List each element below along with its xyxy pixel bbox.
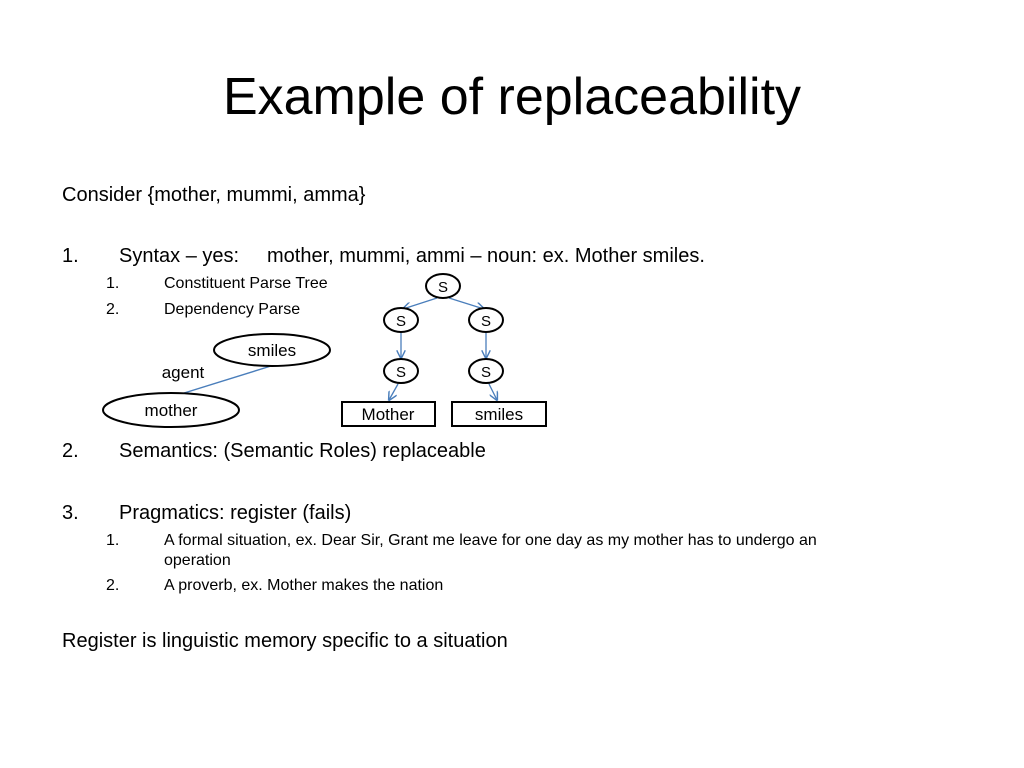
sub-number: 1. — [106, 532, 120, 549]
list-label: Pragmatics: register (fails) — [119, 502, 352, 524]
sub-text: Dependency Parse — [164, 301, 301, 318]
sub-text: A formal situation, ex. Dear Sir, Grant me leave for one day as my mother has to undergo an — [164, 532, 817, 549]
tree-node-label: S — [480, 313, 492, 330]
tree-leaf-label: Mother — [361, 405, 415, 424]
slide-title: Example of replaceability — [222, 68, 802, 126]
sub-number: 1. — [106, 275, 120, 292]
sub-text: A proverb, ex. Mother makes the nation — [164, 577, 444, 594]
tree-node-label: S — [395, 364, 407, 381]
conclusion-text: Register is linguistic memory specific to a situation — [62, 630, 508, 652]
dependency-head-label: smiles — [247, 341, 297, 360]
constituent-tree — [342, 274, 546, 426]
dependency-dependent-label: mother — [144, 401, 198, 420]
tree-node-label: S — [395, 313, 407, 330]
list-number: 3. — [62, 502, 79, 524]
list-number: 1. — [62, 245, 79, 267]
sub-number: 2. — [106, 301, 120, 318]
list-detail: mother, mummi, ammi – noun: ex. Mother smiles. — [267, 245, 705, 267]
list-label: Semantics: (Semantic Roles) replaceable — [119, 440, 486, 462]
tree-edge — [389, 384, 398, 400]
sub-text-continued: operation — [164, 552, 231, 569]
dependency-parse — [103, 334, 330, 427]
dependency-relation-label: agent — [161, 363, 205, 382]
sub-number: 2. — [106, 577, 120, 594]
tree-node-label: S — [480, 364, 492, 381]
tree-edge — [403, 298, 437, 309]
intro-text: Consider {mother, mummi, amma} — [62, 184, 366, 206]
list-label: Syntax – yes: — [119, 245, 240, 267]
tree-leaf-label: smiles — [474, 405, 524, 424]
tree-root-label: S — [437, 279, 449, 296]
tree-edge — [489, 384, 497, 400]
sub-text: Constituent Parse Tree — [164, 275, 328, 292]
tree-edge — [449, 298, 484, 309]
list-number: 2. — [62, 440, 79, 462]
